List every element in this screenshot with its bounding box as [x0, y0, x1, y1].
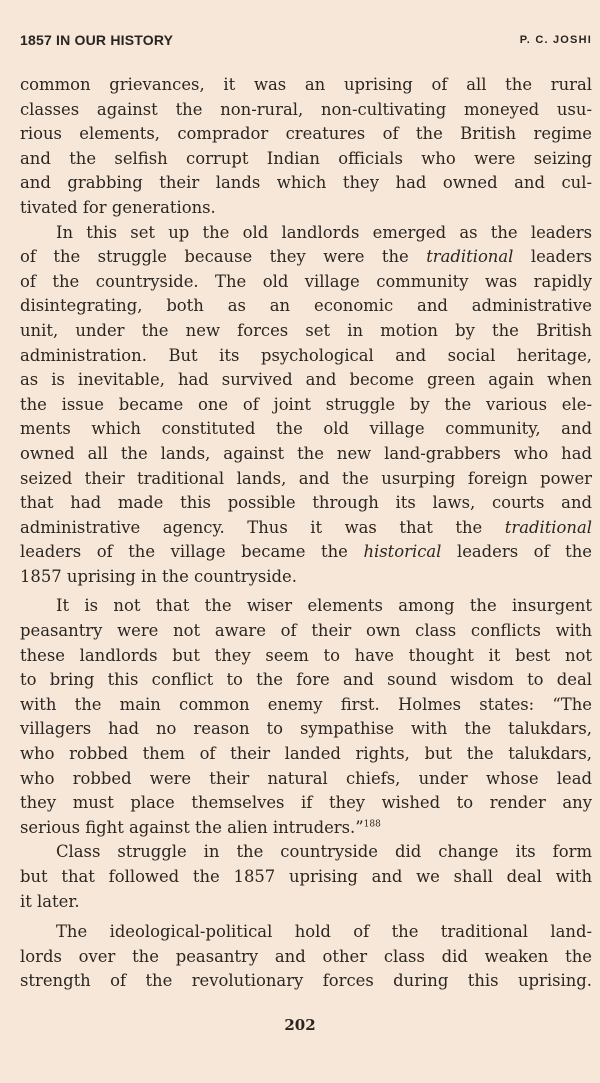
text-line: disintegrating, both as an economic and administrative	[20, 296, 592, 316]
page-number: 202	[284, 1016, 316, 1034]
text-line: they must place themselves if they wished to render any	[20, 793, 592, 813]
paragraph	[20, 73, 592, 221]
text-line: owned all the lands, against the new land-grabbers who had	[20, 443, 592, 463]
text-line: The ideological-political hold of the traditional land-	[56, 922, 592, 942]
italic-word: traditional	[504, 517, 592, 537]
text-line: of the struggle because they were the traditional leaders	[20, 247, 592, 267]
italic-word: traditional	[426, 247, 514, 267]
text-line: ments which constituted the old village community, and	[20, 419, 592, 439]
text-line: villagers had no reason to sympathise with the talukdars,	[20, 719, 592, 739]
paragraph	[20, 594, 592, 840]
text-line: 1857 uprising in the countryside.	[20, 566, 297, 586]
text-line: these landlords but they seem to have thought it best not	[20, 645, 592, 665]
text-line: and the selfish corrupt Indian officials who were seizing	[20, 148, 592, 168]
text-line: of the countryside. The old village community was rapidly	[20, 271, 592, 291]
text-line: peasantry were not aware of their own class conflicts with	[20, 621, 592, 641]
author-name: P. C. JOSHI	[519, 34, 592, 46]
text-line: leaders of the village became the historical leaders of the	[20, 542, 592, 562]
text-line: tivated for generations.	[20, 197, 216, 217]
text-line: administrative agency. Thus it was that the traditional	[20, 517, 592, 537]
text-line: common grievances, it was an uprising of all the rural	[20, 75, 592, 94]
paragraph	[20, 221, 592, 590]
text-line: seized their traditional lands, and the usurping foreign power	[20, 468, 592, 488]
text-line: but that followed the 1857 uprising and we shall deal with	[20, 867, 592, 886]
text-line: classes against the non-rural, non-cultivating moneyed usu-	[20, 99, 592, 119]
text-line: administration. But its psychological and social heritage,	[20, 345, 592, 365]
text-line: that had made this possible through its laws, courts and	[20, 493, 592, 513]
footnote-reference: 188	[363, 819, 381, 830]
book-title: 1857 IN OUR HISTORY	[20, 32, 174, 48]
running-header	[20, 32, 592, 52]
text-line: as is inevitable, had survived and become green again when	[20, 370, 592, 390]
text-line: serious fight against the alien intruders.”$^{188}$	[20, 817, 381, 837]
body-text	[20, 73, 592, 994]
text-line: lords over the peasantry and other class did weaken the	[20, 946, 592, 966]
text-line: with the main common enemy first. Holmes states: “The	[20, 694, 592, 714]
text-line: rious elements, comprador creatures of the British regime	[20, 124, 592, 144]
text-line: who robbed were their natural chiefs, under whose lead	[20, 768, 592, 788]
paragraph	[20, 840, 592, 914]
text-line: the issue became one of joint struggle by the various ele-	[20, 394, 592, 414]
text-line: unit, under the new forces set in motion by the British	[20, 320, 592, 340]
italic-word: historical	[363, 542, 442, 562]
text-line: strength of the revolutionary forces during this uprising.	[20, 971, 592, 991]
text-line: In this set up the old landlords emerged as the leaders	[56, 222, 592, 242]
text-line: It is not that the wiser elements among the insurgent	[56, 596, 592, 616]
text-line: to bring this conflict to the fore and sound wisdom to deal	[20, 670, 592, 690]
paragraph	[20, 920, 592, 994]
text-line: it later.	[20, 891, 80, 911]
text-line: Class struggle in the countryside did change its form	[56, 842, 592, 862]
text-line: who robbed them of their landed rights, but the talukdars,	[20, 744, 592, 764]
text-line: and grabbing their lands which they had owned and cul-	[20, 173, 592, 193]
